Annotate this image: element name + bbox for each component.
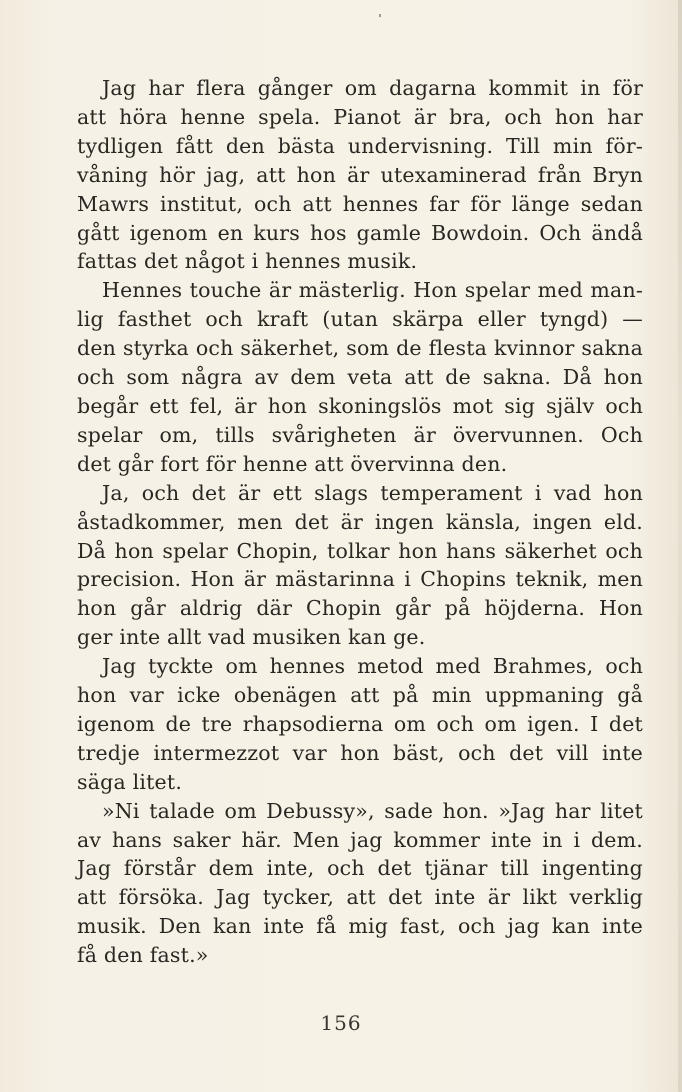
paragraph-3 [77, 479, 643, 652]
text-line: Mawrs institut, och att hennes far för länge sedan [77, 191, 643, 216]
text-line: gått igenom en kurs hos gamle Bowdoin. Och ändå [77, 220, 643, 245]
paragraph-5 [77, 797, 643, 970]
text-line: åstadkommer, men det är ingen känsla, ingen eld. [77, 509, 643, 534]
text-line: igenom de tre rhapsodierna om och om igen. I det [77, 711, 643, 736]
text-line: och som några av dem veta att de sakna. Då hon [77, 365, 643, 390]
page-number: 156 [320, 1011, 362, 1035]
print-mark [379, 14, 381, 17]
text-line: Jag förstår dem inte, och det tjänar till ingenting [77, 856, 643, 881]
text-line: hon var icke obenägen att på min uppmaning gå [77, 683, 643, 708]
text-line: att höra henne spela. Pianot är bra, och hon har [77, 104, 643, 129]
text-line: lig fasthet och kraft (utan skärpa eller tyngd) — [77, 307, 643, 332]
paragraph-2 [77, 276, 643, 478]
text-line: »Ni talade om Debussy», sade hon. »Jag har litet [102, 798, 643, 823]
text-line: precision. Hon är mästarinna i Chopins teknik, men [77, 567, 643, 592]
text-line: ger inte allt vad musiken kan ge. [77, 625, 426, 650]
text-line: fattas det något i hennes musik. [77, 249, 418, 274]
paragraph-4 [77, 652, 643, 797]
text-line: hon går aldrig där Chopin går på höjderna. Hon [77, 596, 643, 621]
text-line: få den fast.» [77, 943, 209, 968]
text-line: spelar om, tills svårigheten är övervunnen. Och [77, 422, 643, 447]
text-line: säga litet. [77, 769, 183, 794]
page-edge [678, 0, 682, 1092]
paragraph-1 [77, 74, 643, 276]
body-text [77, 74, 643, 970]
text-line: av hans saker här. Men jag kommer inte in i dem. [77, 827, 643, 852]
text-line: Hennes touche är mästerlig. Hon spelar med man- [102, 278, 643, 303]
text-line: det går fort för henne att övervinna den. [77, 451, 508, 476]
text-line: Då hon spelar Chopin, tolkar hon hans säkerhet och [77, 538, 643, 563]
text-line: Ja, och det är ett slags temperament i vad hon [102, 480, 643, 505]
text-line: den styrka och säkerhet, som de flesta kvinnor sakna [77, 336, 643, 361]
text-line: våning hör jag, att hon är utexaminerad från Bryn [77, 162, 643, 187]
text-line: musik. Den kan inte få mig fast, och jag kan inte [77, 914, 643, 939]
text-line: att försöka. Jag tycker, att det inte är likt verklig [77, 885, 643, 910]
text-line: tydligen fått den bästa undervisning. Till min för- [77, 133, 643, 158]
text-line: tredje intermezzot var hon bäst, och det vill inte [77, 740, 643, 765]
text-line: Jag tyckte om hennes metod med Brahmes, och [102, 654, 643, 679]
text-line: begår ett fel, är hon skoningslös mot sig själv och [77, 393, 643, 418]
text-line: Jag har flera gånger om dagarna kommit in för [102, 76, 643, 100]
